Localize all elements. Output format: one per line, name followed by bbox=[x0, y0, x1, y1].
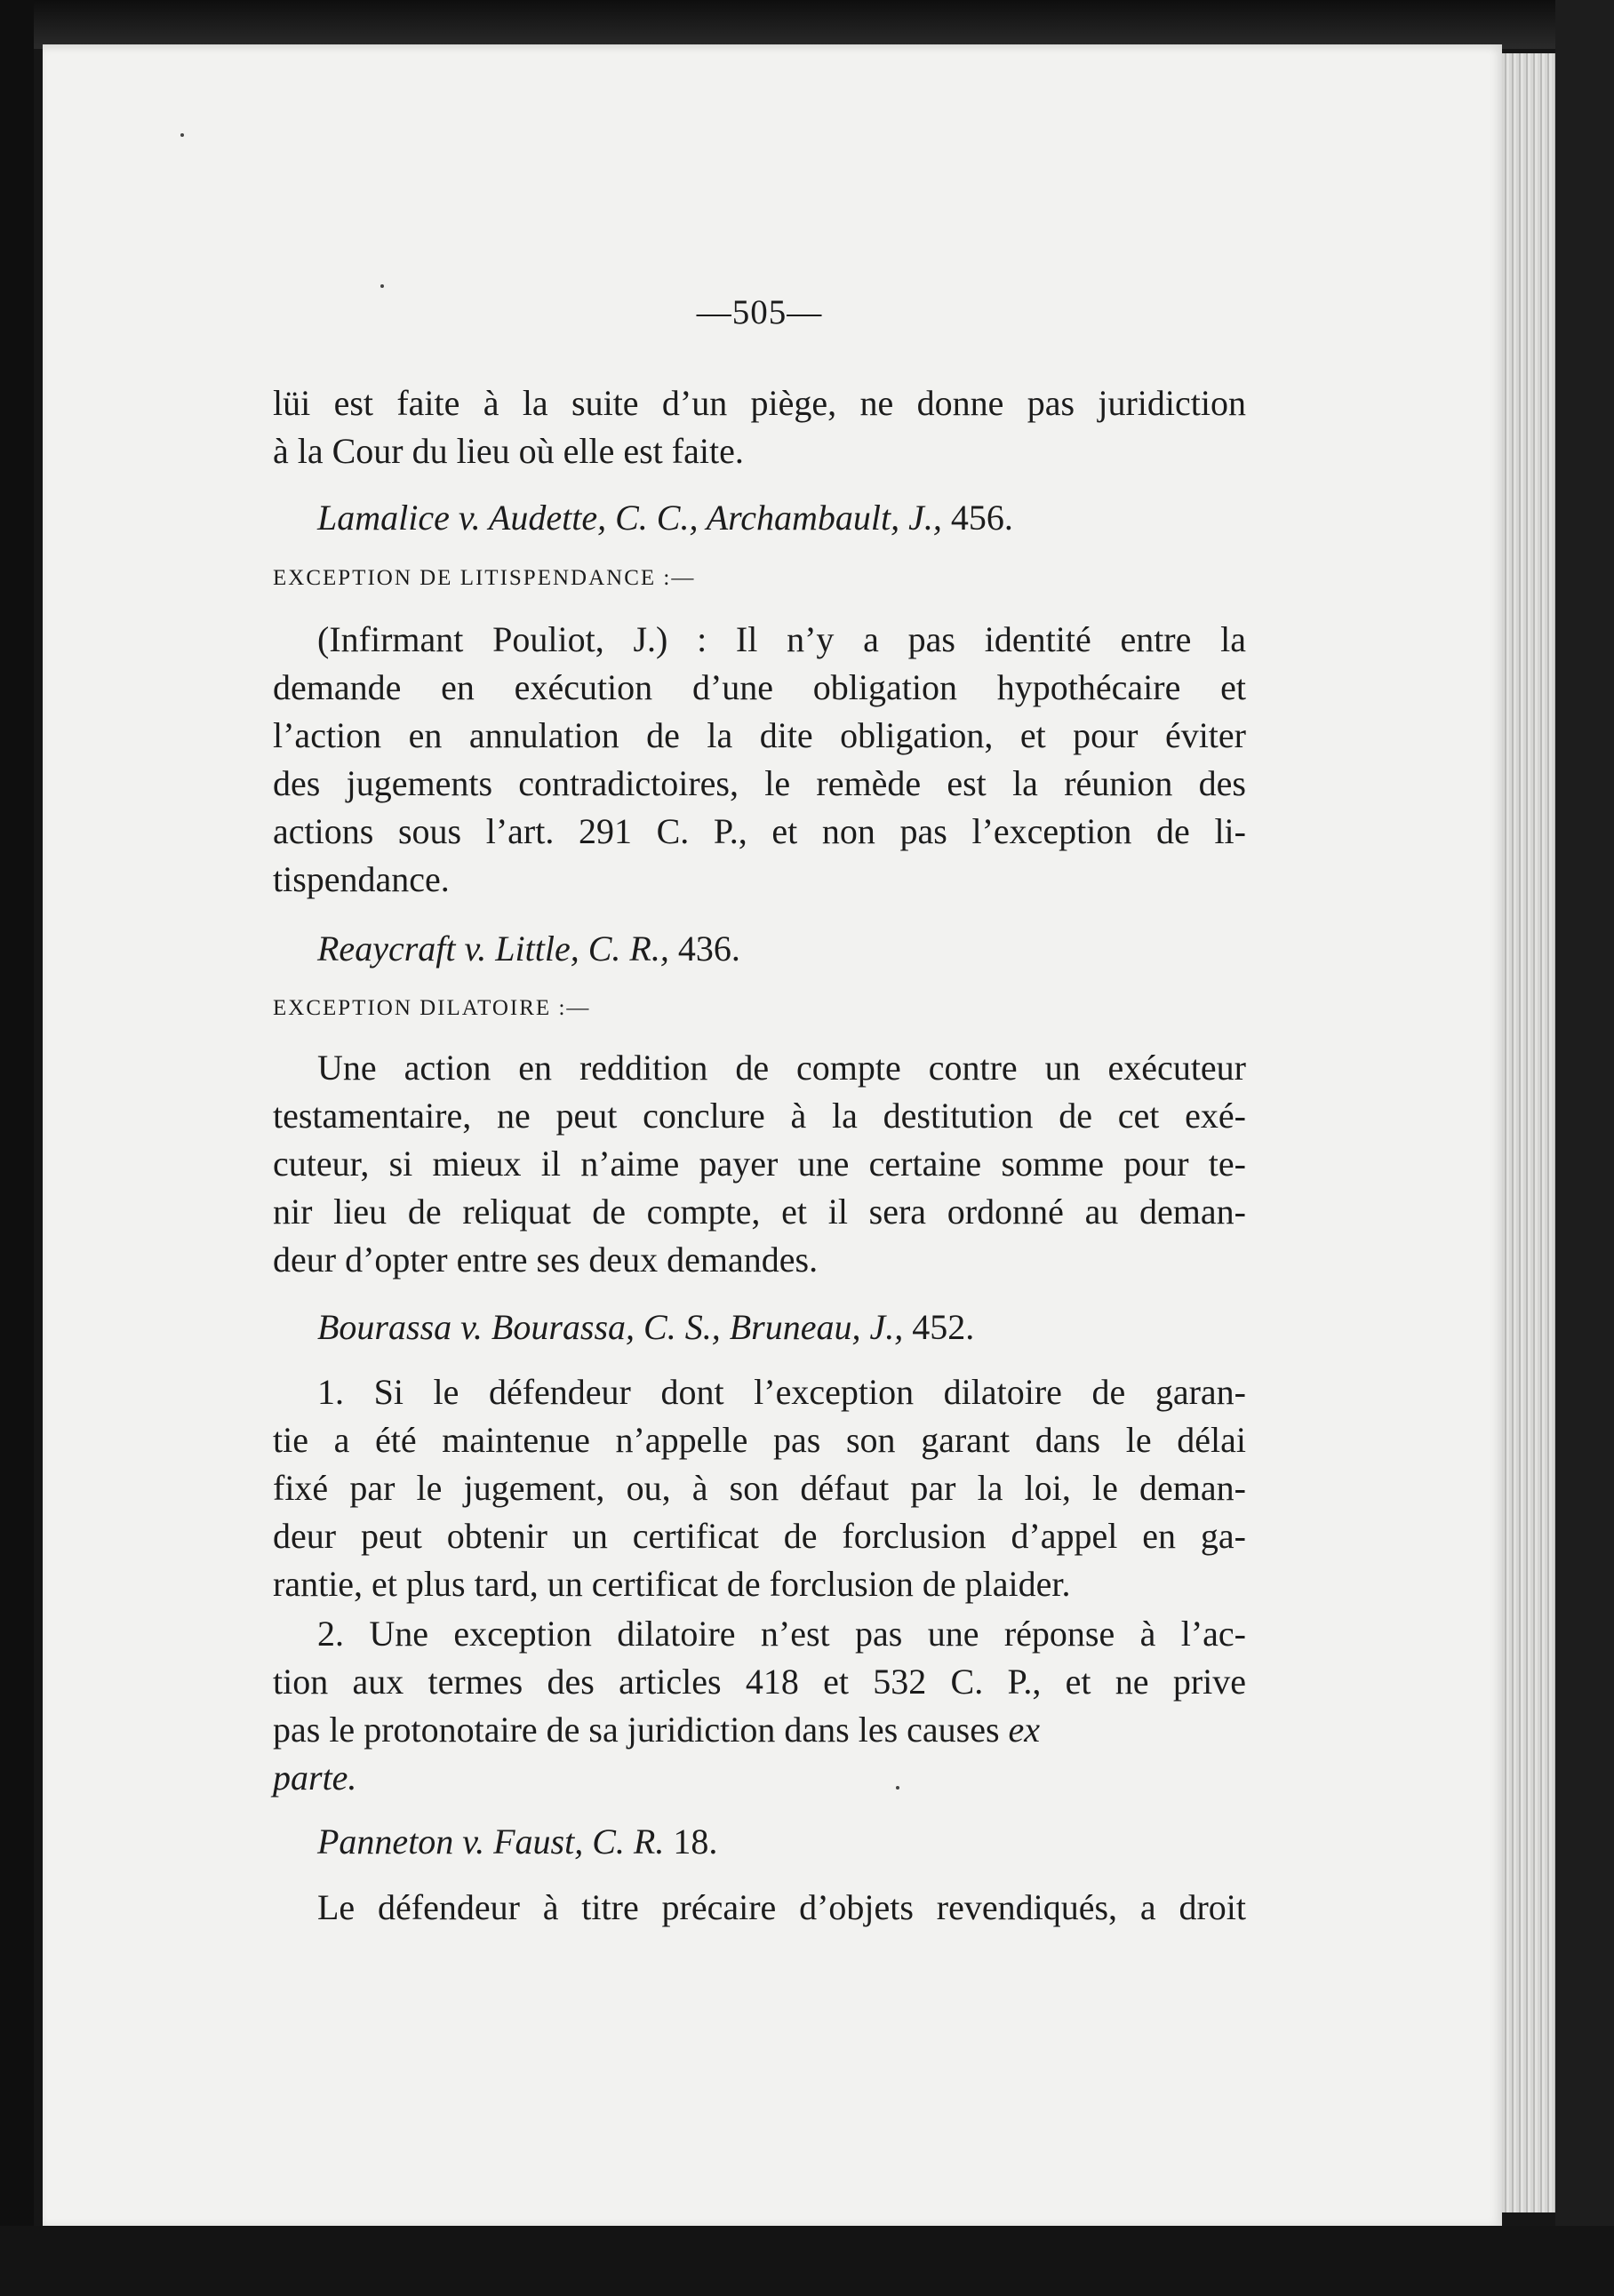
latin-term: ex bbox=[1008, 1710, 1041, 1750]
scan-top-edge bbox=[0, 0, 1614, 49]
text-line: fixé par le jugement, ou, à son défaut par la loi, le deman- bbox=[273, 1468, 1246, 1508]
text-line: actions sous l’art. 291 C. P., et non pas l’exception de li- bbox=[273, 811, 1246, 851]
text-line: nir lieu de reliquat de compte, et il sera ordonné au deman- bbox=[273, 1192, 1246, 1232]
citation-text: Panneton v. Faust, C. R. bbox=[317, 1822, 665, 1862]
text-line: deur peut obtenir un certificat de forclusion d’appel en ga- bbox=[273, 1516, 1246, 1556]
text-line: 1. Si le défendeur dont l’exception dilatoire de garan- bbox=[317, 1372, 1246, 1412]
text-line: (Infirmant Pouliot, J.) : Il n’y a pas identité entre la bbox=[317, 619, 1246, 659]
text-line: demande en exécution d’une obligation hypothécaire et bbox=[273, 667, 1246, 707]
page-number: —505— bbox=[696, 293, 823, 331]
left-margin-strip bbox=[0, 0, 34, 2296]
citation-page: 456. bbox=[950, 498, 1013, 538]
section-heading-litispendance: EXCEPTION DE LITISPENDANCE :— bbox=[273, 566, 696, 590]
text-line: cuteur, si mieux il n’aime payer une certaine somme pour te- bbox=[273, 1144, 1246, 1184]
text-line: tie a été maintenue n’appelle pas son garant dans le délai bbox=[273, 1420, 1246, 1460]
text-line: des jugements contradictoires, le remède est la réunion des bbox=[273, 763, 1246, 803]
citation-text: Bourassa v. Bourassa, C. S., Bruneau, J., bbox=[317, 1307, 904, 1347]
text-line: rantie, et plus tard, un certificat de forclusion de plaider. bbox=[273, 1564, 1071, 1604]
text-line: Une action en reddition de compte contre un exécuteur bbox=[317, 1048, 1246, 1088]
case-citation bbox=[317, 1818, 1290, 1865]
text-line: tion aux termes des articles 418 et 532 C. P., et ne prive bbox=[273, 1662, 1246, 1702]
text-line: 2. Une exception dilatoire n’est pas une réponse à l’ac- bbox=[317, 1614, 1246, 1654]
case-citation bbox=[317, 1303, 1290, 1351]
case-citation bbox=[317, 494, 1290, 541]
text-line: Le défendeur à titre précaire d’objets revendiqués, a droit bbox=[317, 1887, 1246, 1927]
case-citation bbox=[317, 925, 1290, 972]
text-line: l’action en annulation de la dite obligation, et pour éviter bbox=[273, 715, 1246, 755]
text-line: à la Cour du lieu où elle est faite. bbox=[273, 431, 744, 471]
text-line: tispendance. bbox=[273, 859, 450, 899]
book-page-edges bbox=[1502, 53, 1555, 2212]
text-line: lüi est faite à la suite d’un piège, ne donne pas juridiction bbox=[273, 383, 1246, 423]
citation-page: 18. bbox=[673, 1822, 718, 1862]
text-segment: pas le protonotaire de sa juridiction dans les causes bbox=[273, 1710, 1000, 1750]
scan-right-edge bbox=[1555, 0, 1614, 2296]
text-line: testamentaire, ne peut conclure à la destitution de cet exé- bbox=[273, 1096, 1246, 1136]
citation-page: 452. bbox=[912, 1307, 975, 1347]
text-line bbox=[273, 1706, 1246, 1753]
dust-speck bbox=[380, 284, 384, 288]
citation-text: Lamalice v. Audette, C. C., Archambault, J., bbox=[317, 498, 942, 538]
section-heading-dilatoire: EXCEPTION DILATOIRE :— bbox=[273, 996, 591, 1020]
citation-page: 436. bbox=[677, 929, 740, 969]
dust-speck bbox=[180, 133, 184, 137]
text-line: deur d’opter entre ses deux demandes. bbox=[273, 1240, 819, 1280]
scan-bottom-edge bbox=[0, 2226, 1614, 2296]
latin-term: parte. bbox=[273, 1758, 357, 1798]
citation-text: Reaycraft v. Little, C. R., bbox=[317, 929, 669, 969]
